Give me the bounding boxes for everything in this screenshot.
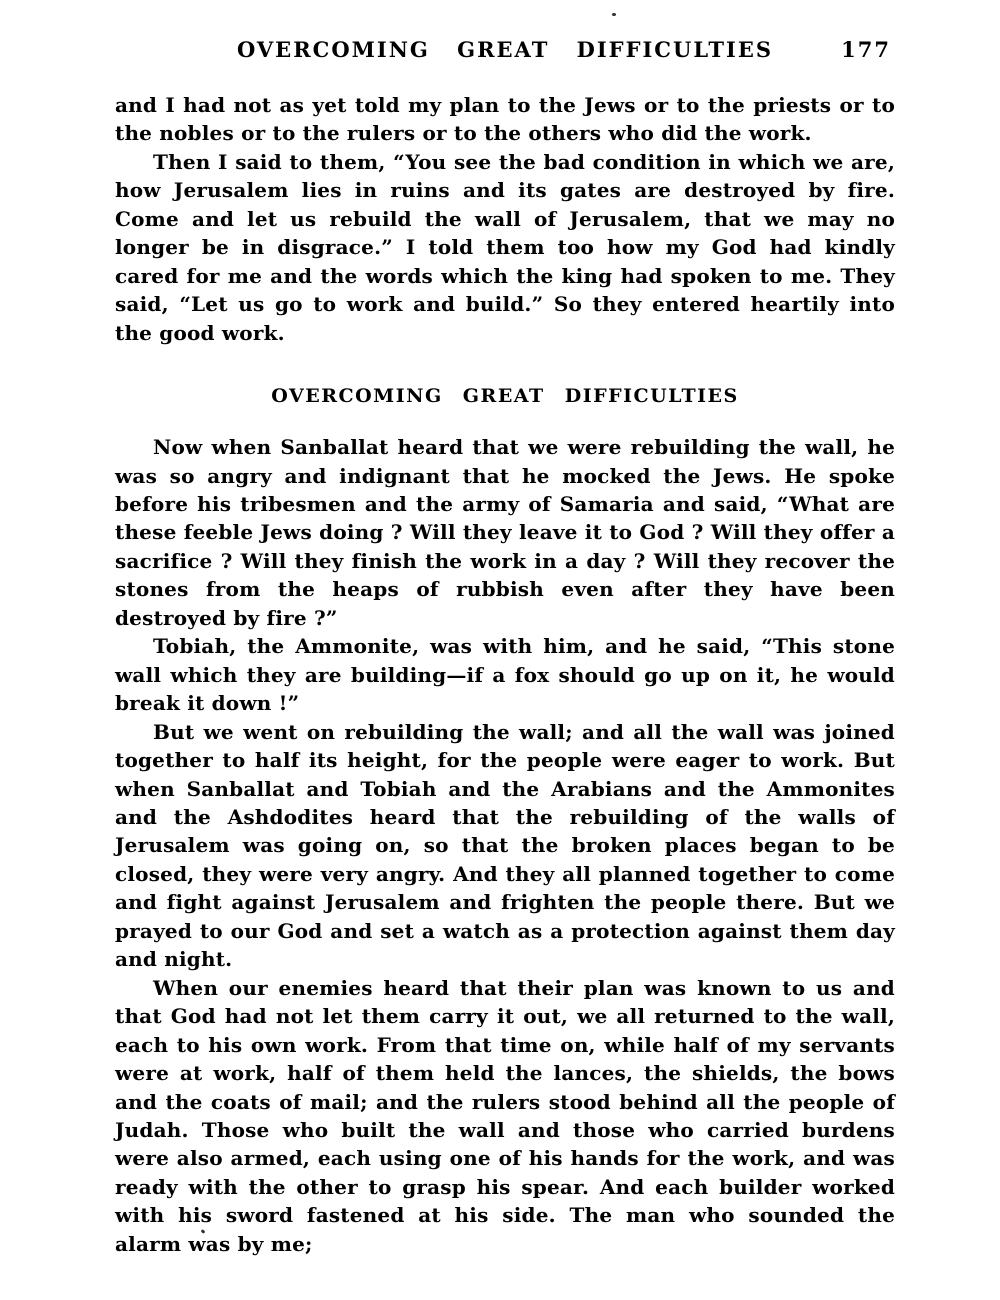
scan-speck-top	[612, 13, 616, 16]
paragraph: When our enemies heard that their plan was known to us and that God had not let them carry it out, we all returned to the wall, each to his own work. From that time on, while half of my servants were at work, half of them held the lances, the shields, the bows and the coats of mail; and the rulers stood behind all the people of Judah. Those who built the wall and those who carried burdens were also armed, each using one of his hands for the work, and was ready with the other to grasp his spear. And each builder worked with his sword fastened at his side. The man who sounded the alarm was by me;	[115, 975, 895, 1256]
running-header-title: OVERCOMING GREAT DIFFICULTIES	[236, 37, 774, 62]
paragraph: But we went on rebuilding the wall; and all the wall was joined together to half its height, for the people were eager to work. But when Sanballat and Tobiah and the Arabians and the Ammonites and the Ashdodites heard that the rebuilding of the walls of Jerusalem was going on, so that the broken places began to be closed, they were very angry. And they all planned together to come and fight against Jerusalem and frighten the people there. But we prayed to our God and set a watch as a protection against them day and night.	[115, 719, 895, 972]
section-heading: OVERCOMING GREAT DIFFICULTIES	[271, 385, 739, 408]
paragraph: Tobiah, the Ammonite, was with him, and he said, “This stone wall which they are building—if a fox should go up on it, he would break it down !”	[115, 634, 895, 716]
paragraph: Now when Sanballat heard that we were rebuilding the wall, he was so angry and indignant that he mocked the Jews. He spoke before his tribesmen and the army of Samaria and said, “What are these feeble Jews doing ? Will they leave it to God ? Will they offer a sacrifice ? Will they finish the work in a day ? Will they recover the stones from the heaps of rubbish even after they have been destroyed by fire ?”	[115, 435, 895, 630]
page-number: 177	[841, 37, 891, 62]
running-header	[115, 36, 895, 64]
text-column	[115, 36, 895, 1258]
body-text	[115, 91, 895, 1258]
paragraph: Then I said to them, “You see the bad condition in which we are, how Jerusalem lies in ruins and its gates are destroyed by fire. Come and let us rebuild the wall of Jerusalem, that we may no longer be in disgrace.” I told them too how my God had kindly cared for me and the words which the king had spoken to me. They said, “Let us go to work and build.” So they entered heartily into the good work.	[115, 149, 895, 345]
paragraph: and I had not as yet told my plan to the Jews or to the priests or to the nobles or to the rulers or to the others who did the work.	[115, 93, 895, 146]
